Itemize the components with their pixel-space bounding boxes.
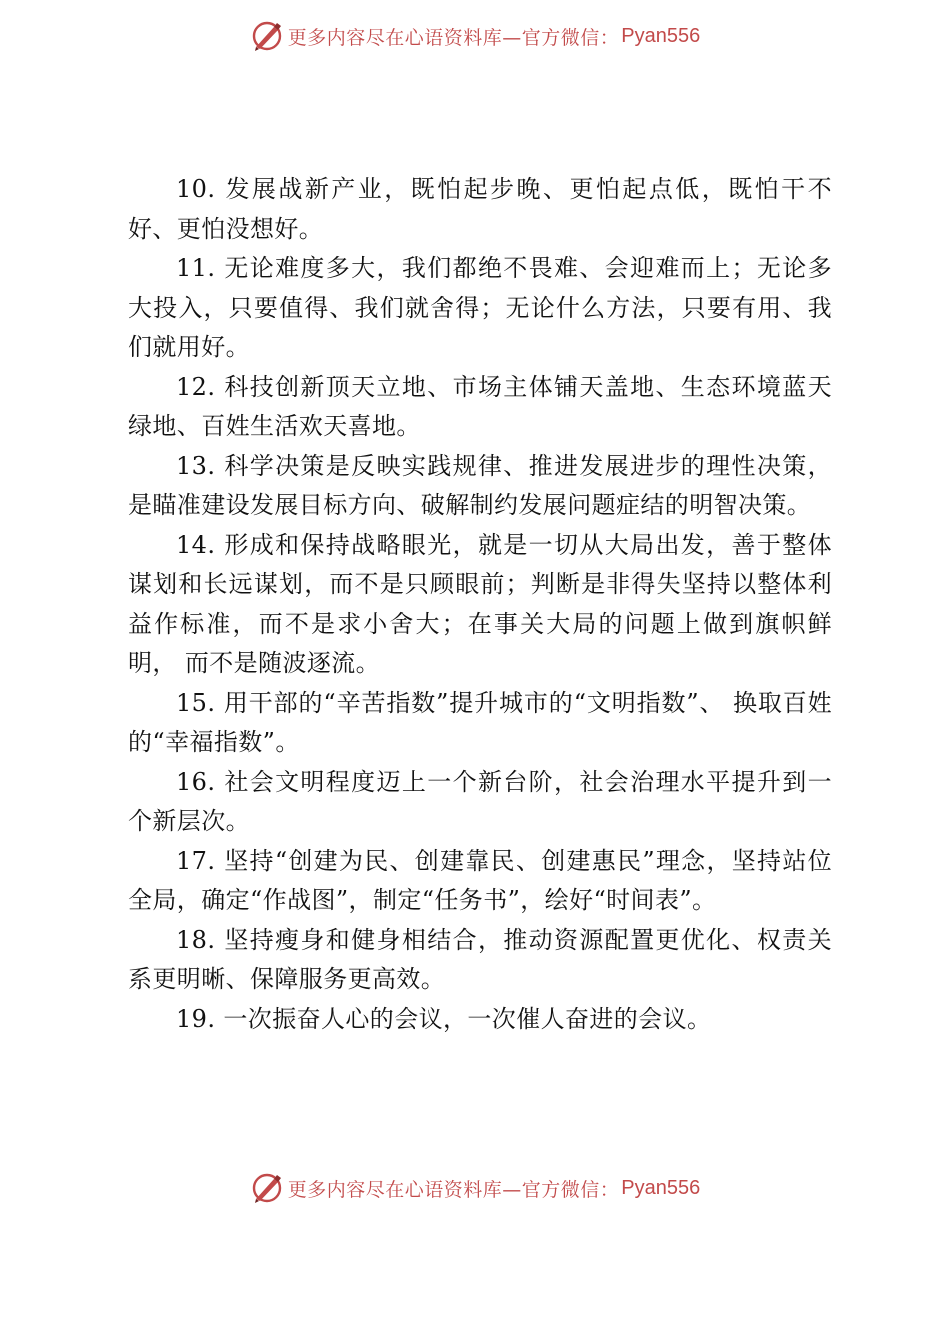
- paragraph-19: 19. 一次振奋人心的会议，一次催人奋进的会议。: [176, 1004, 712, 1033]
- header-wechat-id: Pyan556: [621, 24, 701, 47]
- paragraph-17: 17. 坚持“创建为民、创建靠民、创建惠民”理念，坚持站位全局，确定“作战图”，制定“任务书”，绘好“时间表”。: [128, 846, 832, 914]
- paragraph-18: 18. 坚持瘦身和健身相结合，推动资源配置更优化、权责关系更明晰、保障服务更高效。: [128, 925, 832, 993]
- pen-logo-icon: [250, 19, 284, 53]
- paragraph-11: 11. 无论难度多大，我们都绝不畏难、会迎难而上；无论多大投入，只要值得、我们就舍得；无论什么方法，只要有用、我们就用好。: [128, 254, 832, 361]
- paragraph-16: 16. 社会文明程度迈上一个新台阶，社会治理水平提升到一个新层次。: [128, 767, 832, 835]
- paragraph-14: 14. 形成和保持战略眼光，就是一切从大局出发，善于整体谋划和长远谋划，而不是只顾眼前；判断是非得失坚持以整体利益作标准，而不是求小舍大；在事关大局的问题上做到旗帜鲜明， 而不是随波逐流。: [128, 530, 832, 677]
- document-body: [128, 170, 832, 1039]
- footer-text: 更多内容尽在心语资料库—官方微信：: [287, 1178, 620, 1201]
- paragraph-12: 12. 科技创新顶天立地、市场主体铺天盖地、生态环境蓝天绿地、百姓生活欢天喜地。: [128, 372, 832, 440]
- footer-banner: [0, 1168, 950, 1208]
- footer-wechat-id: Pyan556: [621, 1176, 701, 1199]
- header-banner: [0, 16, 950, 56]
- paragraph-10: 10. 发展战新产业，既怕起步晚、更怕起点低，既怕干不好、更怕没想好。: [128, 175, 832, 243]
- pen-logo-icon: [250, 1171, 284, 1205]
- paragraph-15: 15. 用干部的“辛苦指数”提升城市的“文明指数”、 换取百姓的“幸福指数”。: [128, 688, 832, 756]
- paragraph-13: 13. 科学决策是反映实践规律、推进发展进步的理性决策，是瞄准建设发展目标方向、破解制约发展问题症结的明智决策。: [128, 451, 832, 519]
- header-text: 更多内容尽在心语资料库—官方微信：: [287, 26, 620, 49]
